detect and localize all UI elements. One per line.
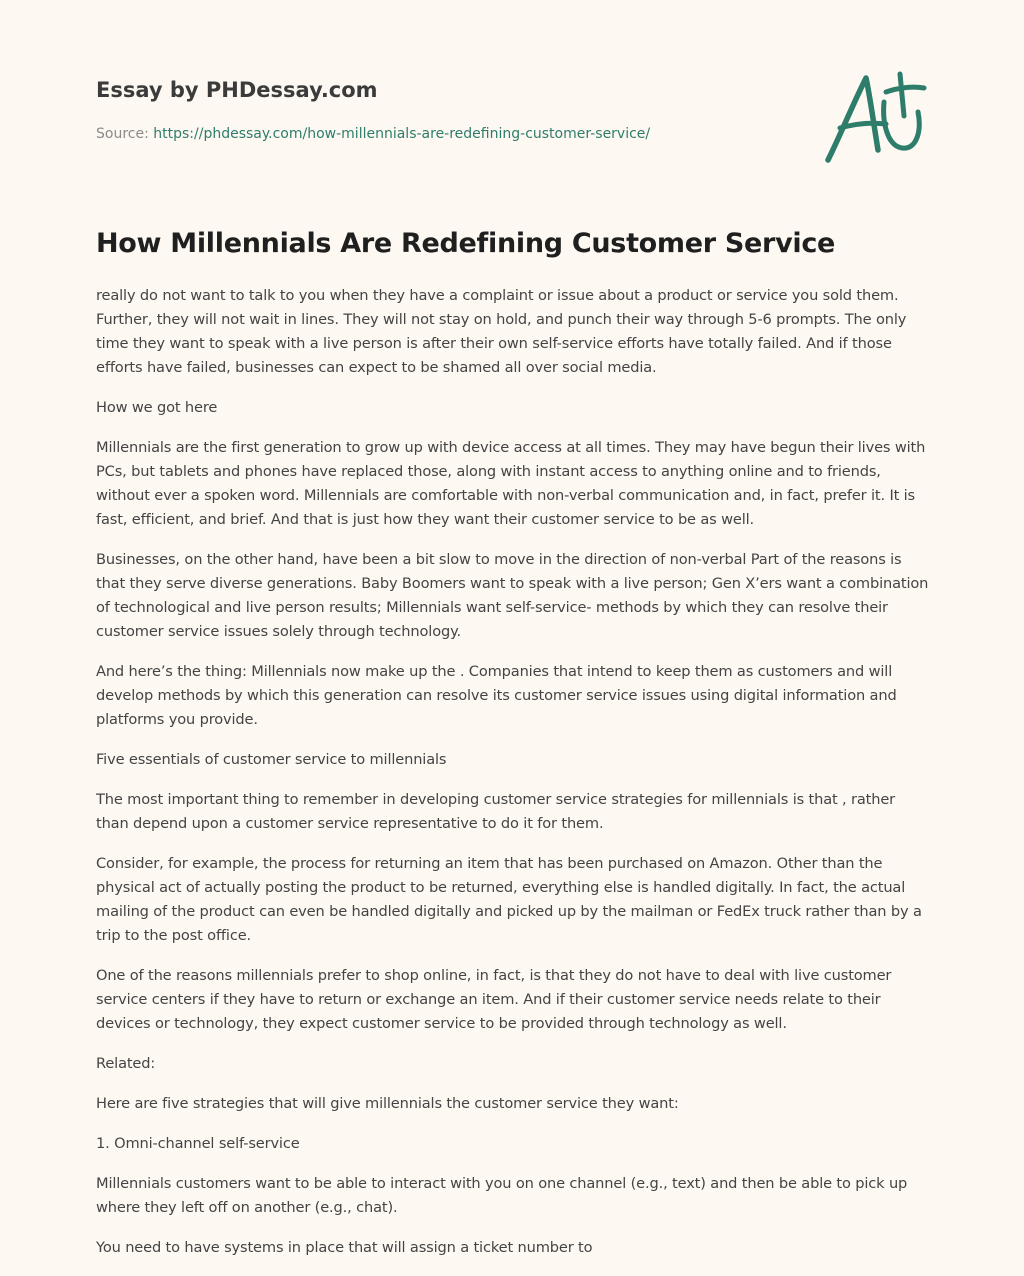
paragraph: Related: (96, 1055, 156, 1072)
source-link[interactable]: https://phdessay.com/how-millennials-are-redefining-customer-service/ (153, 126, 651, 142)
page-header (96, 76, 796, 144)
paragraph: How we got here (96, 399, 218, 416)
paragraph: Millennials are the first generation to grow up with device access at all times. They may have begun their lives with PCs, but tablets and phones have replaced those, along with instant access to anything online and to friends, without ever a spoken word. Millennials are comfortable with non-verbal communication and, in fact, prefer it. It is fast, efficient, and brief. And that is just how they want their customer service to be as well. (96, 439, 926, 528)
essay-body (96, 284, 930, 1276)
page-title: How Millennials Are Redefining Customer Service (96, 228, 836, 259)
paragraph: Consider, for example, the process for returning an item that has been purchased on Amazon. Other than the physical act of actually posting the product to be returned, everything else is handled digitally. In fact, the actual mailing of the product can even be handled digitally and picked up by the mailman or FedEx truck rather than by a trip to the post office. (96, 855, 922, 944)
paragraph: Businesses, on the other hand, have been a bit slow to move in the direction of non-verbal Part of the reasons is that they serve diverse generations. Baby Boomers want to speak with a live person; Gen X’ers want a combination of technological and live person results; Millennials want self-service- methods by which they can resolve their customer service issues solely through technology. (96, 551, 929, 640)
paragraph: really do not want to talk to you when they have a complaint or issue about a product or service you sold them. Further, they will not wait in lines. They will not stay on hold, and punch their way through 5-6 prompts. The only time they want to speak with a live person is after their own self-service efforts have totally failed. And if those efforts have failed, businesses can expect to be shamed all over social media. (96, 287, 907, 376)
paragraph: The most important thing to remember in developing customer service strategies for millennials is that , rather than depend upon a customer service representative to do it for them. (96, 791, 896, 832)
paragraph: Millennials customers want to be able to interact with you on one channel (e.g., text) and then be able to pick up where they left off on another (e.g., chat). (96, 1175, 908, 1216)
paragraph: 1. Omni-channel self-service (96, 1135, 300, 1152)
paragraph: Five essentials of customer service to millennials (96, 751, 447, 768)
source-label: Source: (96, 126, 154, 142)
paragraph: And here’s the thing: Millennials now make up the . Companies that intend to keep them as customers and will develop methods by which this generation can resolve its customer service issues using digital information and platforms you provide. (96, 663, 897, 728)
source-line (96, 124, 796, 144)
paragraph: One of the reasons millennials prefer to shop online, in fact, is that they do not have to deal with live customer service centers if they have to return or exchange an item. And if their customer service needs relate to their devices or technology, they expect customer service to be provided through technology as well. (96, 967, 892, 1032)
paragraph: Here are five strategies that will give millennials the customer service they want: (96, 1095, 679, 1112)
a-plus-logo-icon (818, 66, 930, 166)
paragraph: You need to have systems in place that will assign a ticket number to (96, 1239, 593, 1256)
brand-title: Essay by PHDessay.com (96, 78, 378, 102)
